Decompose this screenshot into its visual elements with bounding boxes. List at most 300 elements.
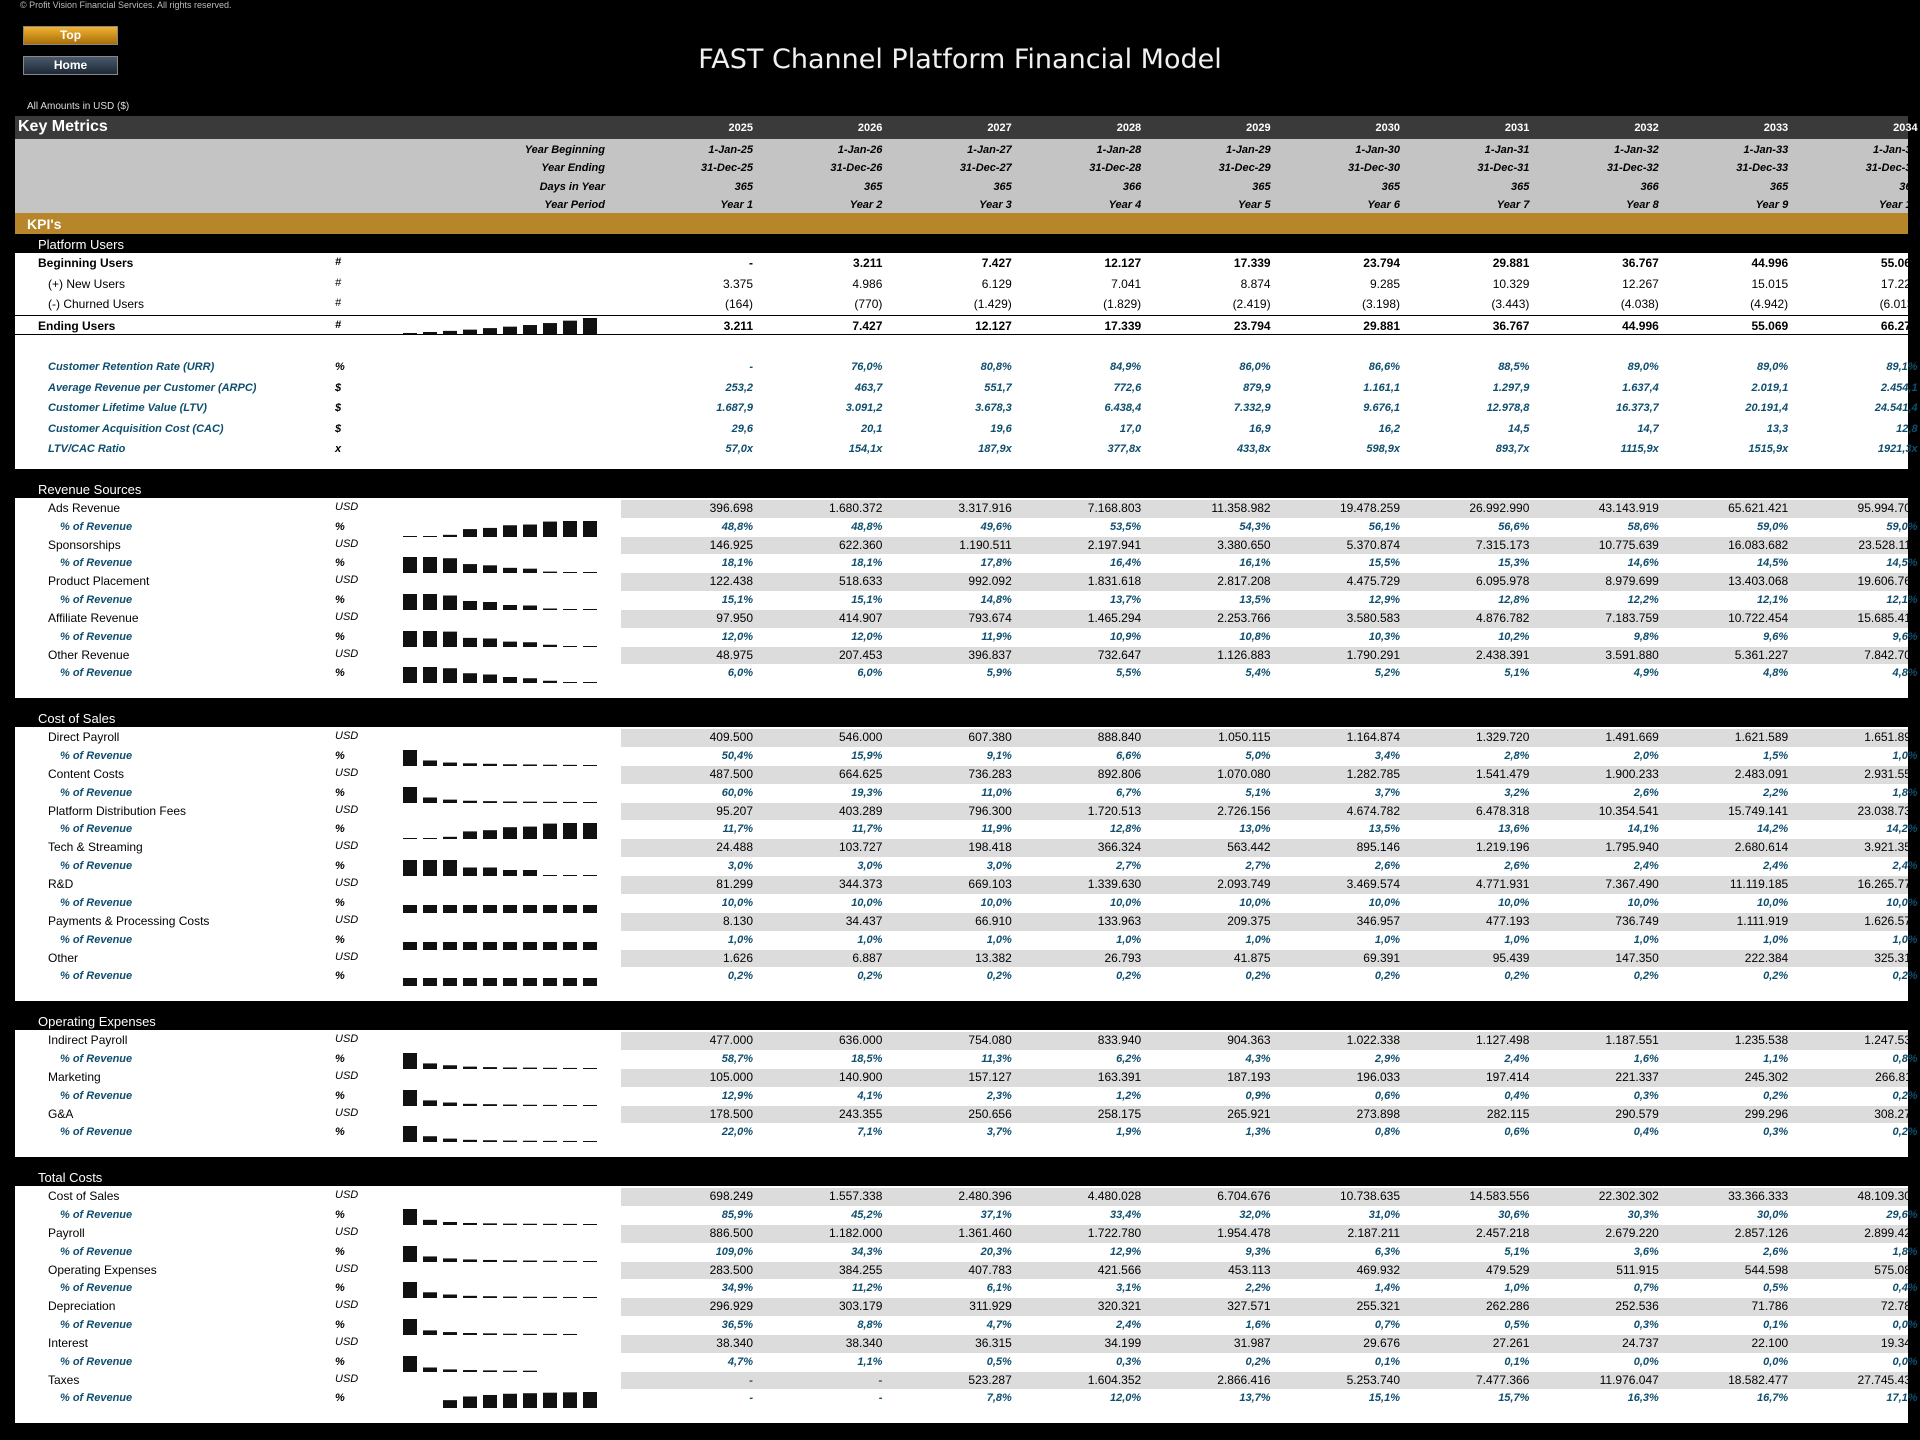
line-item-value-2027: 2.480.396 — [958, 1189, 1012, 1204]
percent-sparkline-bar — [503, 978, 517, 986]
date-value: Year 3 — [979, 198, 1012, 211]
line-item-value-2031: 197.414 — [1486, 1069, 1530, 1084]
line-item-value-2031: 95.439 — [1492, 950, 1530, 965]
date-value: 365 — [1899, 180, 1918, 193]
line-item-unit: USD — [335, 537, 359, 550]
percent-label: % of Revenue — [60, 786, 133, 799]
year-header-2026: 2026 — [857, 122, 883, 134]
line-item-value-2025: 698.249 — [709, 1189, 753, 1204]
line-item-row — [15, 1067, 1918, 1088]
percent-value-2032: 0,7% — [1633, 1282, 1659, 1295]
line-item-value-2027: 157.127 — [968, 1069, 1012, 1084]
line-item-value-2031: 2.438.391 — [1476, 647, 1530, 662]
percent-sparkline-bar — [403, 1126, 417, 1142]
date-row-label: Year Beginning — [524, 144, 605, 156]
percent-unit: % — [335, 1089, 345, 1102]
metric-value-2027: 19,6 — [990, 422, 1012, 435]
line-item-value-2029: 2.093.749 — [1217, 877, 1271, 892]
line-item-value-2025: 122.438 — [709, 574, 753, 589]
line-item-value-2025: 8.130 — [722, 913, 753, 928]
percent-sparkline — [401, 1125, 606, 1142]
date-value: 31-Dec-25 — [701, 162, 753, 175]
percent-unit: % — [335, 823, 345, 836]
percent-value-2032: 2,6% — [1633, 786, 1659, 799]
users-row-unit: # — [335, 256, 342, 268]
line-item-value-2027: 407.783 — [968, 1262, 1012, 1277]
percent-value-2034: 0,2% — [1892, 1126, 1918, 1139]
percent-value-2029: 54,3% — [1239, 520, 1271, 533]
line-item-value-2029: 41.875 — [1233, 950, 1271, 965]
date-value: 1-Jan-30 — [1355, 144, 1400, 156]
percent-value-2029: 0,2% — [1245, 970, 1271, 983]
line-item-value-2027: 396.837 — [968, 647, 1012, 662]
total-costs-title: Total Costs — [38, 1170, 103, 1186]
line-item-row — [15, 608, 1918, 629]
percent-value-2033: 2,4% — [1763, 860, 1789, 873]
percent-sparkline-bar — [503, 677, 517, 683]
line-item-row — [15, 801, 1918, 822]
metric-row — [15, 358, 1918, 379]
line-item-value-2026: 344.373 — [839, 877, 883, 892]
percent-value-2028: 10,0% — [1109, 896, 1142, 909]
percent-value-2025: 6,0% — [727, 667, 753, 680]
percent-sparkline-bar — [583, 1392, 597, 1408]
percent-value-2025: 50,4% — [721, 750, 753, 763]
percent-sparkline-bar — [523, 1141, 537, 1142]
users-value-2029: (2.419) — [1232, 297, 1271, 311]
line-item-value-2030: 895.146 — [1356, 840, 1400, 855]
date-value: 1-Jan-27 — [967, 144, 1012, 156]
percent-value-2034: 29,6% — [1886, 1208, 1918, 1221]
percent-sparkline-bar — [443, 978, 457, 986]
users-value-2033: (4.942) — [1750, 297, 1789, 311]
line-item-value-2031: 26.992.990 — [1469, 500, 1530, 515]
line-item-value-2026: 1.680.372 — [829, 500, 883, 515]
key-metrics-title: Key Metrics — [18, 118, 108, 135]
metric-row — [15, 399, 1918, 420]
percent-row — [15, 748, 1918, 764]
ending-users-sparkline-bar — [503, 326, 517, 333]
percent-value-2028: 1,2% — [1116, 1089, 1142, 1102]
metric-row — [15, 420, 1918, 441]
line-item-unit: USD — [335, 647, 359, 660]
financial-sheet — [15, 116, 1918, 1423]
metric-value-2026: 154,1x — [848, 443, 883, 456]
percent-value-2027: 14,8% — [980, 594, 1012, 607]
line-item-value-2026: 303.179 — [839, 1299, 883, 1314]
line-item-value-2033: 1.235.538 — [1734, 1033, 1789, 1048]
line-item-value-2029: 2.866.416 — [1217, 1372, 1271, 1387]
line-item-value-2032: 11.976.047 — [1599, 1372, 1659, 1387]
percent-unit: % — [335, 1355, 345, 1368]
line-item-value-2025: - — [749, 1372, 753, 1387]
metric-value-2025: 29,6 — [731, 422, 753, 435]
line-item-value-2031: 27.261 — [1492, 1336, 1530, 1351]
line-item-value-2032: 1.187.551 — [1605, 1033, 1659, 1048]
metric-value-2032: 89,0% — [1627, 361, 1659, 373]
line-item-unit: USD — [335, 1106, 359, 1119]
line-item-value-2027: 311.929 — [969, 1299, 1012, 1314]
line-item-value-2030: 469.932 — [1356, 1262, 1400, 1277]
percent-value-2030: 2,6% — [1374, 860, 1400, 873]
line-item-unit: USD — [335, 767, 359, 780]
metric-value-2033: 2.019,1 — [1751, 381, 1789, 394]
users-value-2027: 12.127 — [975, 318, 1012, 333]
ending-users-sparkline-bar — [523, 325, 537, 334]
percent-value-2033: 10,0% — [1756, 896, 1789, 909]
percent-value-2030: 31,0% — [1368, 1208, 1400, 1221]
percent-value-2030: 13,5% — [1368, 823, 1400, 836]
percent-value-2030: 12,9% — [1368, 594, 1400, 607]
line-item-value-2031: 1.541.479 — [1476, 767, 1530, 782]
percent-value-2026: 11,2% — [852, 1282, 883, 1295]
line-item-value-2026: 546.000 — [839, 730, 883, 745]
metric-value-2031: 1.297,9 — [1492, 381, 1530, 394]
percent-value-2032: 30,3% — [1627, 1208, 1659, 1221]
section-gap — [15, 1157, 1908, 1167]
line-item-value-2034: 1.651.895 — [1864, 730, 1918, 745]
line-item-value-2027: 66.910 — [975, 913, 1012, 928]
line-item-row — [15, 764, 1918, 785]
percent-value-2027: 11,9% — [981, 823, 1012, 836]
percent-value-2026: 1,1% — [857, 1355, 883, 1368]
date-value: Year 1 — [720, 198, 753, 211]
home-button[interactable]: Home — [23, 56, 118, 75]
users-value-2029: 23.794 — [1233, 318, 1271, 333]
line-item-value-2034: 19.344 — [1880, 1336, 1918, 1351]
percent-value-2031: 0,2% — [1504, 970, 1530, 983]
date-value: Year 5 — [1237, 198, 1271, 211]
percent-value-2031: 12,8% — [1498, 594, 1530, 607]
line-item-unit: USD — [335, 877, 359, 890]
percent-value-2027: 37,1% — [980, 1208, 1012, 1221]
percent-sparkline — [401, 969, 606, 986]
line-item-value-2026: 622.360 — [839, 537, 883, 552]
percent-sparkline-bar — [483, 978, 497, 986]
percent-value-2031: 15,3% — [1498, 557, 1530, 570]
line-item-unit: USD — [335, 611, 359, 624]
metric-value-2030: 1.161,1 — [1363, 381, 1400, 394]
metric-unit: $ — [335, 381, 342, 394]
percent-value-2027: 0,5% — [986, 1355, 1012, 1368]
percent-value-2034: 14,2% — [1886, 823, 1918, 836]
percent-sparkline-bar — [403, 978, 417, 986]
date-row-label: Days in Year — [539, 180, 605, 193]
users-value-2031: (3.443) — [1491, 297, 1530, 311]
percent-label: % of Revenue — [60, 1319, 133, 1332]
line-item-row — [15, 1260, 1918, 1281]
percent-label: % of Revenue — [60, 1392, 133, 1405]
cost-of-sales-section — [15, 727, 1918, 1001]
date-value: 31-Dec-34 — [1865, 162, 1918, 175]
percent-value-2033: 1,5% — [1763, 750, 1789, 763]
percent-value-2026: 15,1% — [851, 594, 883, 607]
line-item-value-2033: 22.100 — [1751, 1336, 1789, 1351]
top-button[interactable]: Top — [23, 26, 118, 45]
metric-value-2026: 20,1 — [860, 422, 883, 435]
percent-value-2026: - — [878, 1392, 883, 1405]
ending-users-sparkline-bar — [423, 331, 437, 333]
date-value: 1-Jan-31 — [1484, 144, 1530, 156]
percent-value-2028: 0,3% — [1116, 1355, 1142, 1368]
line-item-unit: USD — [335, 1069, 359, 1082]
percent-unit: % — [335, 786, 345, 799]
platform-users-title: Platform Users — [38, 237, 124, 252]
percent-value-2030: 1,0% — [1374, 933, 1400, 946]
percent-value-2029: 2,2% — [1245, 1282, 1271, 1295]
line-item-row — [15, 1223, 1918, 1244]
percent-value-2029: 2,7% — [1245, 860, 1271, 873]
line-item-value-2030: 5.370.874 — [1346, 537, 1400, 552]
percent-unit: % — [335, 896, 345, 909]
line-item-row — [15, 1030, 1918, 1051]
users-value-2032: 36.767 — [1622, 256, 1659, 270]
line-item-value-2029: 6.704.676 — [1217, 1189, 1271, 1204]
line-item-value-2032: 1.795.940 — [1605, 840, 1659, 855]
line-item-value-2034: 19.606.762 — [1857, 574, 1918, 589]
percent-unit: % — [335, 520, 345, 533]
percent-value-2025: 4,7% — [727, 1355, 753, 1368]
year-header-2034: 2034 — [1893, 122, 1918, 134]
line-item-label: Interest — [48, 1336, 89, 1351]
metric-value-2026: 3.091,2 — [845, 402, 883, 415]
percent-value-2026: 4,1% — [857, 1089, 883, 1102]
line-item-value-2028: 1.339.630 — [1087, 877, 1142, 892]
percent-sparkline-bar — [463, 978, 477, 986]
percent-sparkline-bar — [543, 1393, 557, 1408]
line-item-value-2026: 414.907 — [839, 611, 883, 626]
metric-value-2027: 551,7 — [984, 381, 1012, 394]
line-item-value-2034: 575.086 — [1874, 1262, 1918, 1277]
percent-sparkline-bar — [583, 1141, 597, 1142]
line-item-value-2031: 1.127.498 — [1476, 1033, 1530, 1048]
line-item-value-2028: 1.604.352 — [1087, 1372, 1142, 1387]
percent-value-2034: 0,2% — [1892, 970, 1918, 983]
percent-value-2034: 0,8% — [1892, 1052, 1918, 1065]
percent-value-2028: 16,4% — [1109, 557, 1142, 570]
line-item-unit: USD — [335, 1372, 359, 1385]
percent-row — [15, 665, 1918, 681]
line-item-value-2032: 3.591.880 — [1605, 647, 1659, 662]
metric-value-2034: 89,1% — [1886, 361, 1918, 373]
line-item-value-2034: 2.931.559 — [1864, 767, 1918, 782]
percent-row — [15, 555, 1918, 571]
percent-value-2028: 2,4% — [1116, 1319, 1142, 1332]
percent-value-2025: 12,0% — [721, 630, 753, 643]
line-item-unit: USD — [335, 730, 359, 743]
percent-value-2032: 0,0% — [1633, 1355, 1659, 1368]
line-item-value-2033: 10.722.454 — [1728, 611, 1789, 626]
line-item-value-2032: 7.183.759 — [1605, 611, 1659, 626]
line-item-value-2031: 6.478.318 — [1476, 803, 1530, 818]
users-value-2025: - — [749, 256, 753, 270]
operating-expenses-header — [15, 1011, 1908, 1030]
line-item-value-2028: 133.963 — [1097, 913, 1142, 928]
line-item-value-2030: 29.676 — [1363, 1336, 1400, 1351]
percent-value-2025: 48,8% — [721, 520, 753, 533]
users-value-2034: 66.279 — [1880, 318, 1918, 333]
percent-value-2025: 1,0% — [727, 933, 753, 946]
users-value-2026: 7.427 — [852, 318, 883, 333]
ending-users-sparkline-bar — [483, 328, 497, 334]
metric-value-2031: 88,5% — [1498, 361, 1530, 373]
line-item-value-2031: 14.583.556 — [1469, 1189, 1530, 1204]
metric-value-2033: 20.191,4 — [1745, 402, 1789, 415]
platform-users-header — [15, 234, 1908, 253]
users-value-2033: 55.069 — [1751, 318, 1789, 333]
percent-value-2034: 10,0% — [1886, 896, 1918, 909]
date-value: 365 — [993, 180, 1012, 193]
line-item-value-2031: 7.477.366 — [1476, 1372, 1530, 1387]
metric-unit: $ — [335, 402, 342, 415]
percent-label: % of Revenue — [60, 630, 133, 643]
percent-row — [15, 785, 1918, 801]
users-row — [15, 253, 1918, 274]
percent-unit: % — [335, 1282, 345, 1295]
date-row — [15, 159, 1918, 177]
percent-sparkline — [401, 1391, 606, 1408]
amounts-note: All Amounts in USD ($) — [27, 101, 130, 112]
line-item-value-2034: 23.528.114 — [1858, 537, 1918, 552]
percent-value-2032: 1,6% — [1633, 1052, 1659, 1065]
line-item-label: Other Revenue — [48, 647, 130, 662]
line-item-value-2029: 2.253.766 — [1217, 611, 1271, 626]
line-item-value-2028: 2.197.941 — [1087, 537, 1142, 552]
line-item-value-2032: 24.737 — [1622, 1336, 1659, 1351]
metric-value-2025: 57,0x — [725, 443, 753, 456]
percent-label: % of Revenue — [60, 896, 133, 909]
line-item-value-2034: 2.899.428 — [1864, 1225, 1918, 1240]
line-item-value-2029: 31.987 — [1233, 1336, 1271, 1351]
line-item-value-2030: 3.469.574 — [1346, 877, 1400, 892]
line-item-value-2029: 2.817.208 — [1217, 574, 1271, 589]
users-value-2033: 44.996 — [1751, 256, 1789, 270]
line-item-value-2032: 147.350 — [1615, 950, 1659, 965]
ending-users-sparkline-bar — [403, 333, 417, 334]
percent-value-2026: 10,0% — [851, 896, 883, 909]
percent-value-2030: 3,4% — [1374, 750, 1400, 763]
line-item-value-2033: 65.621.421 — [1728, 500, 1789, 515]
percent-value-2026: 18,1% — [851, 557, 883, 570]
users-value-2032: 12.267 — [1622, 276, 1659, 291]
line-item-value-2027: 796.300 — [968, 803, 1012, 818]
date-value: 1-Jan-26 — [837, 144, 883, 156]
percent-value-2026: 11,7% — [852, 823, 883, 836]
percent-value-2028: 6,7% — [1116, 786, 1142, 799]
date-value: 1-Jan-25 — [708, 144, 753, 156]
date-value: 366 — [1122, 180, 1142, 193]
line-item-value-2028: 366.324 — [1097, 840, 1142, 855]
line-item-value-2029: 1.126.883 — [1217, 647, 1271, 662]
metric-value-2027: 187,9x — [978, 443, 1012, 456]
line-item-value-2027: 36.315 — [975, 1336, 1012, 1351]
line-item-value-2031: 477.193 — [1486, 913, 1530, 928]
percent-value-2026: 7,1% — [857, 1126, 883, 1139]
metric-value-2033: 13,3 — [1766, 422, 1789, 435]
line-item-label: Affiliate Revenue — [48, 611, 139, 626]
percent-value-2033: 2,2% — [1763, 786, 1789, 799]
users-row-label: Beginning Users — [38, 256, 134, 270]
percent-value-2034: 9,6% — [1892, 630, 1918, 643]
metric-value-2029: 7.332,9 — [1233, 402, 1271, 415]
percent-value-2031: 2,6% — [1504, 860, 1530, 873]
date-row — [15, 141, 1918, 159]
line-item-value-2034: 23.038.730 — [1857, 803, 1918, 818]
percent-value-2026: 19,3% — [851, 786, 883, 799]
metric-value-2031: 14,5 — [1507, 422, 1530, 435]
metric-label: Average Revenue per Customer (ARPC) — [48, 381, 257, 394]
percent-value-2033: 14,5% — [1756, 557, 1789, 570]
line-item-value-2030: 3.580.583 — [1346, 611, 1400, 626]
percent-value-2025: 11,7% — [722, 823, 753, 836]
percent-value-2033: 0,1% — [1763, 1319, 1789, 1332]
percent-value-2031: 2,4% — [1504, 1052, 1530, 1065]
percent-sparkline-bar — [463, 1140, 477, 1142]
line-item-value-2031: 262.286 — [1486, 1299, 1530, 1314]
ending-users-sparkline-bar — [583, 318, 597, 334]
line-item-value-2032: 221.337 — [1615, 1069, 1659, 1084]
line-item-value-2032: 10.775.639 — [1598, 537, 1659, 552]
line-item-value-2027: 250.656 — [968, 1106, 1012, 1121]
percent-value-2025: 58,7% — [721, 1052, 753, 1065]
percent-value-2025: 22,0% — [721, 1126, 753, 1139]
line-item-value-2030: 1.282.785 — [1346, 767, 1400, 782]
line-item-value-2031: 1.219.196 — [1476, 840, 1530, 855]
line-item-value-2028: 732.647 — [1097, 647, 1142, 662]
percent-value-2031: 10,0% — [1498, 896, 1530, 909]
line-item-value-2029: 209.375 — [1227, 913, 1271, 928]
percent-value-2027: 9,1% — [986, 750, 1012, 763]
line-item-value-2030: 1.164.874 — [1346, 730, 1400, 745]
percent-sparkline-bar — [563, 1141, 577, 1142]
date-value: 31-Dec-30 — [1348, 162, 1400, 175]
percent-value-2027: 11,3% — [981, 1052, 1012, 1065]
users-value-2034: 55.069 — [1880, 256, 1918, 270]
percent-row — [15, 1124, 1918, 1140]
percent-value-2034: 1,0% — [1892, 750, 1918, 763]
users-row — [15, 274, 1918, 295]
percent-value-2033: 4,8% — [1763, 667, 1789, 680]
percent-sparkline-bar — [503, 1141, 517, 1142]
percent-label: % of Revenue — [60, 970, 133, 983]
line-item-value-2032: 511.915 — [1616, 1262, 1659, 1277]
percent-value-2029: 1,6% — [1245, 1319, 1271, 1332]
line-item-value-2034: 308.275 — [1874, 1106, 1918, 1121]
line-item-value-2033: 2.857.126 — [1734, 1225, 1789, 1240]
metric-value-2033: 89,0% — [1756, 361, 1789, 373]
date-value: 31-Dec-28 — [1089, 162, 1142, 175]
percent-value-2033: 59,0% — [1756, 520, 1789, 533]
percent-value-2027: 11,0% — [981, 786, 1012, 799]
revenue-sources-title: Revenue Sources — [38, 481, 142, 497]
percent-value-2029: 0,2% — [1245, 1355, 1271, 1368]
line-item-value-2027: 754.080 — [968, 1033, 1012, 1048]
line-item-value-2025: 48.975 — [716, 647, 753, 662]
line-item-value-2029: 2.726.156 — [1217, 803, 1271, 818]
line-item-value-2028: 1.831.618 — [1087, 574, 1142, 589]
percent-value-2033: 1,0% — [1763, 933, 1789, 946]
line-item-value-2025: 24.488 — [716, 840, 753, 855]
line-item-value-2030: 255.321 — [1356, 1299, 1400, 1314]
percent-value-2032: 4,9% — [1633, 667, 1659, 680]
line-item-label: Sponsorships — [48, 537, 121, 552]
platform-users-section — [15, 253, 1918, 469]
percent-value-2032: 58,6% — [1627, 520, 1659, 533]
line-item-value-2029: 11.358.982 — [1211, 500, 1271, 515]
date-value: Year 8 — [1626, 198, 1659, 211]
percent-value-2032: 0,3% — [1633, 1089, 1659, 1102]
percent-value-2028: 1,9% — [1116, 1126, 1142, 1139]
